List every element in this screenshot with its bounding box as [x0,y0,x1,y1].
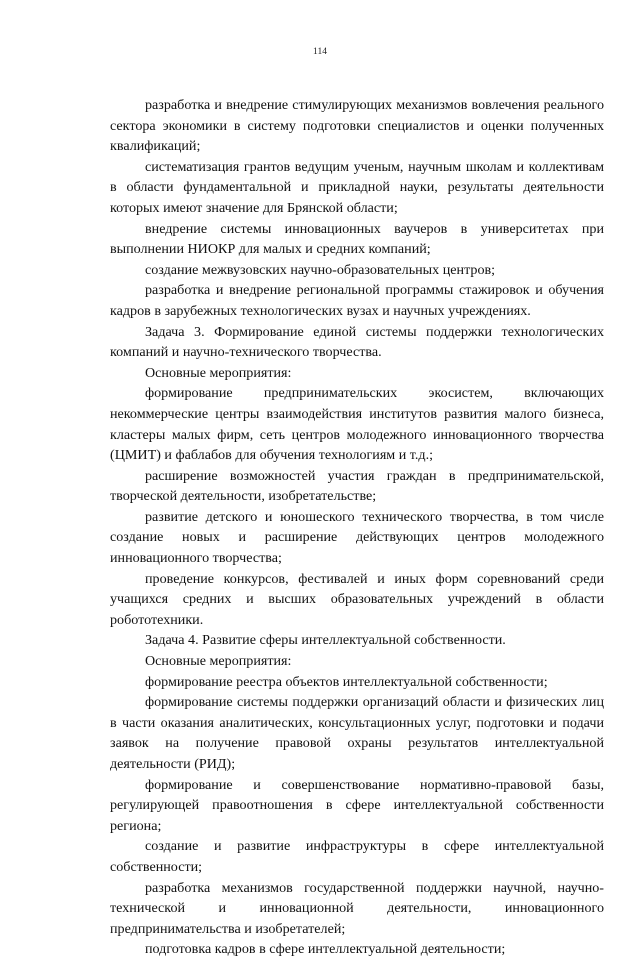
paragraph: разработка и внедрение стимулирующих механизмов вовлечения реального сектора экономики в систему подготовки специалистов и оценки полученных квалификаций; [110,97,604,155]
paragraph: разработка механизмов государственной поддержки научной, научно-технической и инновационной деятельности, инновационного предпринимательства и изобретателей; [110,879,604,937]
paragraph: развитие детского и юношеского технического творчества, в том числе создание новых и расширение действующих центров молодежного инновационного творчества; [110,508,604,567]
main-activities-label: Основные мероприятия: [145,653,292,670]
paragraph: формирование реестра объектов интеллектуальной собственности; [145,673,548,690]
paragraph: систематизация грантов ведущим ученым, научным школам и коллективам в области фундаментальной и прикладной науки, результаты деятельности которых имеют значение для Брянской области; [110,158,604,216]
body-text [110,95,604,960]
page-number: 114 [313,47,327,57]
paragraph: проведение конкурсов, фестивалей и иных форм соревнований среди учащихся средних и высших образовательных учреждений в области робототехники. [110,570,604,628]
paragraph: формирование и совершенствование нормативно-правовой базы, регулирующей правоотношения в сфере интеллектуальной собственности региона; [110,776,604,834]
paragraph: внедрение системы инновационных ваучеров в университетах при выполнении НИОКР для малых и средних компаний; [110,220,604,258]
paragraph: расширение возможностей участия граждан в предпринимательской, творческой деятельности, изобретательстве; [110,467,604,505]
paragraph: формирование системы поддержки организаций области и физических лиц в части оказания аналитических, консультационных услуг, подготовки и подачи заявок на получение правовой охраны результатов интеллектуальной деятельности (РИД); [110,694,604,772]
task-4-heading: Задача 4. Развитие сферы интеллектуальной собственности. [145,632,506,649]
paragraph: формирование предпринимательских экосистем, включающих некоммерческие центры взаимодействия институтов развития малого бизнеса, кластеры малых фирм, сеть центров молодежного инновационного творчества (ЦМИТ) и фаблабов для обучения технологиям и т.д.; [110,385,604,464]
main-activities-label: Основные мероприятия: [145,364,292,381]
paragraph: создание и развитие инфраструктуры в сфере интеллектуальной собственности; [110,838,604,875]
paragraph: подготовка кадров в сфере интеллектуальной деятельности; [145,941,506,958]
task-3-heading: Задача 3. Формирование единой системы поддержки технологических компаний и научно-технического творчества. [110,323,604,361]
paragraph: разработка и внедрение региональной программы стажировок и обучения кадров в зарубежных технологических вузах и научных учреждениях. [110,282,604,319]
paragraph: создание межвузовских научно-образовательных центров; [145,261,496,278]
